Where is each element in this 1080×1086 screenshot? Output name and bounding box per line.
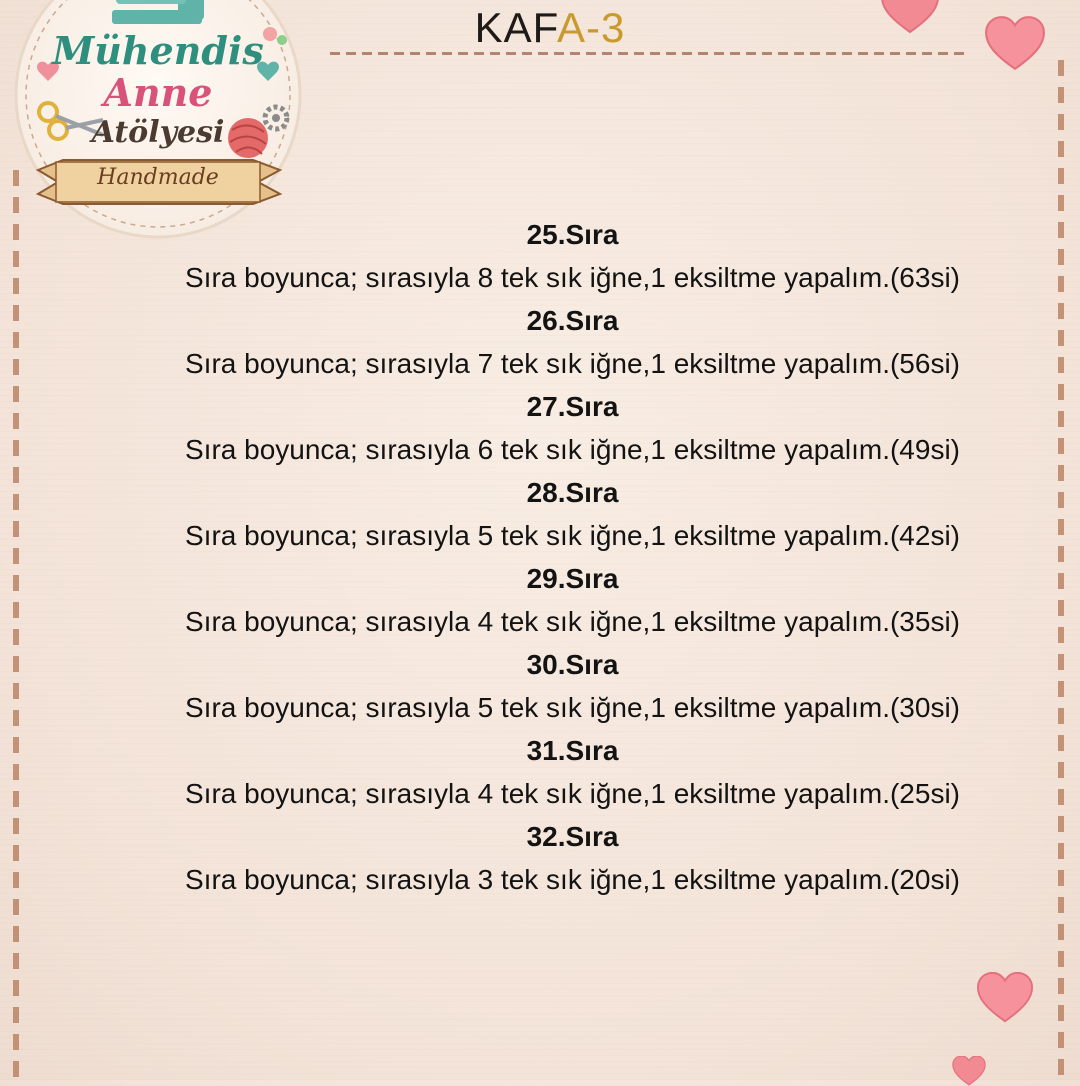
logo-text-handmade: Handmade [97, 165, 219, 190]
heart-icon [942, 1056, 996, 1086]
row-heading: 30.Sıra [526, 649, 619, 680]
row-heading: 29.Sıra [526, 563, 619, 594]
row-heading: 28.Sıra [526, 477, 619, 508]
dashed-border-right [1058, 60, 1064, 1080]
logo-text-muhendis: Mühendis [52, 28, 264, 73]
row-heading: 25.Sıra [526, 219, 619, 250]
logo-badge [8, 0, 308, 240]
row-instruction: Sıra boyunca; sırasıyla 6 tek sık iğne,1 eksiltme yapalım.(49si) [185, 434, 960, 465]
row-instruction: Sıra boyunca; sırasıyla 5 tek sık iğne,1 eksiltme yapalım.(42si) [185, 520, 960, 551]
dashed-border-left [13, 170, 19, 1080]
row-instruction: Sıra boyunca; sırasıyla 8 tek sık iğne,1 eksiltme yapalım.(63si) [185, 262, 960, 293]
pattern-instructions [110, 214, 1035, 902]
dashed-border-top [330, 52, 970, 55]
row-instruction: Sıra boyunca; sırasıyla 4 tek sık iğne,1 eksiltme yapalım.(35si) [185, 606, 960, 637]
row-instruction: Sıra boyunca; sırasıyla 7 tek sık iğne,1 eksiltme yapalım.(56si) [185, 348, 960, 379]
logo-text-atolyesi: Atölyesi [91, 115, 225, 150]
row-instruction: Sıra boyunca; sırasıyla 3 tek sık iğne,1 eksiltme yapalım.(20si) [185, 864, 960, 895]
row-heading: 27.Sıra [526, 391, 619, 422]
sewing-machine-icon [112, 0, 204, 24]
heart-icon [976, 972, 1034, 1024]
row-heading: 31.Sıra [526, 735, 619, 766]
logo-text-anne: Anne [103, 70, 213, 115]
row-heading: 32.Sıra [526, 821, 619, 852]
page-title: KAFA-3 [474, 4, 626, 51]
row-instruction: Sıra boyunca; sırasıyla 5 tek sık iğne,1 eksiltme yapalım.(30si) [185, 692, 960, 723]
row-heading: 26.Sıra [526, 305, 619, 336]
heart-icon [984, 14, 1046, 74]
heart-icon [880, 0, 940, 34]
row-instruction: Sıra boyunca; sırasıyla 4 tek sık iğne,1 eksiltme yapalım.(25si) [185, 778, 960, 809]
